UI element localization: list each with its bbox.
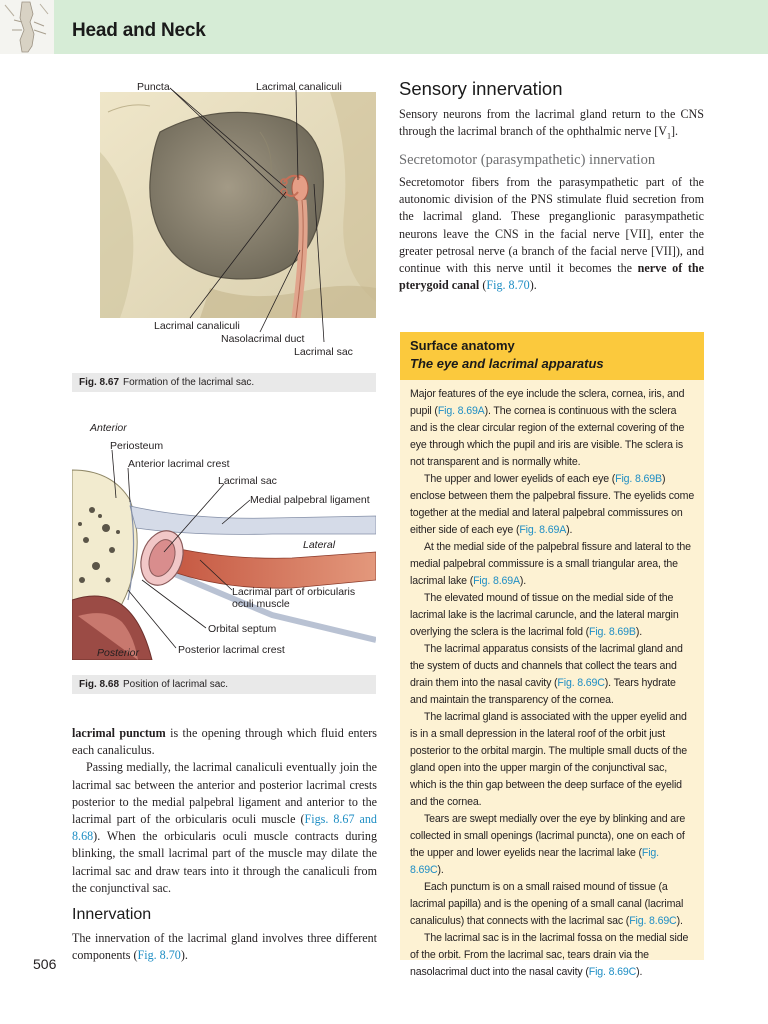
text-span: ). Tears hydrate and maintain the transparency of the cornea. bbox=[410, 677, 676, 706]
heading-innervation: Innervation bbox=[72, 906, 152, 923]
box-subtitle: The eye and lacrimal apparatus bbox=[410, 356, 604, 371]
figure-link-8-69a[interactable]: Fig. 8.69A bbox=[437, 405, 485, 417]
figure-link-8-69c-3[interactable]: Fig. 8.69C bbox=[629, 915, 677, 927]
text-span: ). The cornea is continuous with the sclera and is the clear circular region of the external covering of the eye through which the pupil and iris are visible. The sclera is not transparent and is normally white. bbox=[410, 405, 685, 468]
figure-link-8-70-b[interactable]: Fig. 8.70 bbox=[486, 278, 530, 293]
box-paragraph-8 bbox=[410, 879, 695, 930]
label-orbital-septum: Orbital septum bbox=[208, 623, 277, 635]
box-paragraph-1 bbox=[410, 386, 695, 471]
text-span: The lacrimal apparatus consists of the lacrimal gland and the system of ducts and channels that collect the tears and drain them into the nasal cavity ( bbox=[410, 643, 683, 689]
figure-link-8-69b[interactable]: Fig. 8.69B bbox=[615, 473, 662, 485]
text-span: The elevated mound of tissue on the medial side of the lacrimal lake is the lacrimal caruncle, and the lateral margin overlying the sclera is the lacrimal fold ( bbox=[410, 592, 679, 638]
term-nerve-pterygoid-canal: nerve of the pterygoid canal bbox=[399, 261, 705, 293]
figure-link-8-69a-3[interactable]: Fig. 8.69A bbox=[473, 575, 520, 587]
box-paragraph-6: The lacrimal gland is associated with the upper eyelid and is in a small depression in the lateral roof of the orbit just posterior to the orbital margin. The multiple small ducts of the gland open into the upper margin of the conjunctival sac, which is the thin gap between the deep surface of the eyelid and the cornea. bbox=[410, 711, 687, 808]
label-periosteum: Periosteum bbox=[110, 440, 164, 452]
text-span: is the opening through which fluid enters each canaliculus. bbox=[72, 726, 377, 758]
label-lateral: Lateral bbox=[303, 539, 336, 551]
label-posterior-lacrimal-crest: Posterior lacrimal crest bbox=[178, 644, 285, 656]
text-span: ]. bbox=[670, 124, 679, 139]
text-span: Each punctum is on a small raised mound of tissue (a lacrimal papilla) and is the opening of a small canal (lacrimal canaliculus) that connects with the lacrimal sac ( bbox=[410, 881, 684, 927]
text-span: ( bbox=[479, 278, 487, 293]
figure-link-8-69b-2[interactable]: Fig. 8.69B bbox=[589, 626, 636, 638]
paragraph-sensory bbox=[399, 106, 704, 145]
box-title: Surface anatomy bbox=[410, 338, 515, 353]
box-paragraph-4 bbox=[410, 590, 695, 641]
text-span: ). bbox=[635, 626, 642, 638]
text-span: Tears are swept medially over the eye by blinking and are collected in small openings (lacrimal puncta), one on each of the upper and lower eyelids near the lacrimal lake ( bbox=[410, 813, 686, 859]
figure-link-8-67-8-68[interactable]: Figs. 8.67 and 8.68 bbox=[72, 812, 377, 844]
text-span: ). bbox=[519, 575, 527, 587]
chapter-title: Head and Neck bbox=[72, 20, 206, 41]
surface-anatomy-box-header bbox=[400, 332, 704, 380]
text-span: Major features of the eye include the sclera, cornea, iris, and pupil ( bbox=[410, 388, 685, 417]
box-paragraph-2 bbox=[410, 471, 695, 539]
paragraph-punctum bbox=[72, 725, 377, 759]
page-number: 506 bbox=[33, 956, 57, 972]
heading-secretomotor: Secretomotor (parasympathetic) innervation bbox=[399, 152, 656, 168]
text-span: ). bbox=[529, 278, 537, 293]
chapter-header bbox=[0, 0, 768, 54]
secretomotor-text bbox=[399, 174, 704, 294]
label-posterior: Posterior bbox=[97, 647, 140, 659]
paragraph-secretomotor bbox=[399, 174, 704, 294]
label-nasolacrimal-duct: Nasolacrimal duct bbox=[221, 333, 305, 345]
text-span: The lacrimal sac is in the lacrimal fossa on the medial side of the orbit. From the lacrimal sac, tears drain via the nasolacrimal duct into the nasal cavity ( bbox=[410, 932, 689, 978]
box-paragraph-7 bbox=[410, 811, 695, 879]
caption-text: Formation of the lacrimal sac. bbox=[123, 377, 255, 388]
sensory-text bbox=[399, 106, 704, 145]
text-span: At the medial side of the palpebral fissure and lateral to the medial palpebral commissure is a small triangular area, the lacrimal lake ( bbox=[410, 541, 691, 587]
innervation-text bbox=[72, 930, 377, 964]
label-anterior: Anterior bbox=[90, 422, 127, 434]
figure-link-8-69c-4[interactable]: Fig. 8.69C bbox=[588, 966, 637, 978]
text-span: ). bbox=[180, 948, 188, 963]
subscript: 1 bbox=[666, 131, 671, 141]
text-span: ) enclose between them the palpebral fissure. The eyelids come together at the medial and lateral palpebral commissures on either side of each eye ( bbox=[410, 473, 695, 536]
caption-text-8-68: Position of lacrimal sac. bbox=[123, 679, 229, 690]
label-lacrimal-canaliculi-bottom: Lacrimal canaliculi bbox=[154, 320, 240, 332]
label-lacrimal-canaliculi-top: Lacrimal canaliculi bbox=[256, 81, 342, 93]
caption-number-8-68: Fig. 8.68 bbox=[79, 679, 120, 690]
figure-link-8-69c-2[interactable]: Fig. 8.69C bbox=[410, 847, 659, 876]
text-span: ). bbox=[676, 915, 683, 927]
figure-link-8-70[interactable]: Fig. 8.70 bbox=[137, 948, 181, 963]
label-orbicularis-line2: oculi muscle bbox=[232, 598, 290, 610]
text-span: ). bbox=[636, 966, 643, 978]
caption-number: Fig. 8.67 bbox=[79, 377, 120, 388]
label-orbicularis-line1: Lacrimal part of orbicularis bbox=[232, 586, 356, 598]
label-medial-palpebral-ligament: Medial palpebral ligament bbox=[250, 494, 370, 506]
box-paragraph-5 bbox=[410, 641, 695, 709]
text-span: Passing medially, the lacrimal canaliculi eventually join the lacrimal sac between the anterior and posterior lacrimal crests posterior to the medial palpebral ligament and anterior to the lacrimal part of the orbicularis oculi muscle ( bbox=[72, 760, 377, 827]
text-span: ). When the orbicularis oculi muscle contracts during blinking, the small lacrimal part of the muscle may dilate the lacrimal sac and draw tears into it through the canaliculi from the conjunctival sac. bbox=[72, 829, 377, 895]
text-span: ). bbox=[437, 864, 444, 876]
label-puncta: Puncta bbox=[137, 81, 170, 93]
text-span: Secretomotor fibers from the parasympathetic part of the autonomic division of the PNS stimulate fluid secretion from the lacrimal gland. These preganglionic parasympathetic neurons leave the CNS in the facial nerve [VII], enter the greater petrosal nerve (a branch of the facial nerve [VII]), and continue with this nerve until it becomes the bbox=[399, 175, 704, 276]
figure-link-8-69c[interactable]: Fig. 8.69C bbox=[557, 677, 605, 689]
text-span: Sensory neurons from the lacrimal gland return to the CNS through the lacrimal branch of the ophthalmic nerve [V bbox=[399, 107, 704, 139]
term-lacrimal-punctum: lacrimal punctum bbox=[72, 726, 166, 740]
surface-anatomy-box-body bbox=[400, 380, 704, 978]
figure-caption-8-67 bbox=[72, 373, 376, 392]
text-span: ). bbox=[566, 524, 573, 536]
label-anterior-lacrimal-crest: Anterior lacrimal crest bbox=[128, 458, 230, 470]
skeleton-thumbnail bbox=[0, 0, 54, 54]
paragraph-passing-medially bbox=[72, 759, 377, 897]
figure-caption-8-68 bbox=[72, 675, 376, 694]
left-column-text bbox=[72, 725, 377, 897]
text-span: The upper and lower eyelids of each eye ( bbox=[424, 473, 616, 485]
text-span: The innervation of the lacrimal gland involves three different components ( bbox=[72, 931, 377, 963]
label-lacrimal-sac-2: Lacrimal sac bbox=[218, 475, 277, 487]
box-paragraph-3 bbox=[410, 539, 695, 590]
heading-sensory-innervation: Sensory innervation bbox=[399, 78, 563, 99]
figure-link-8-69a-2[interactable]: Fig. 8.69A bbox=[519, 524, 567, 536]
box-paragraph-9 bbox=[410, 930, 695, 981]
label-lacrimal-sac: Lacrimal sac bbox=[294, 346, 353, 358]
paragraph-innervation bbox=[72, 930, 377, 964]
